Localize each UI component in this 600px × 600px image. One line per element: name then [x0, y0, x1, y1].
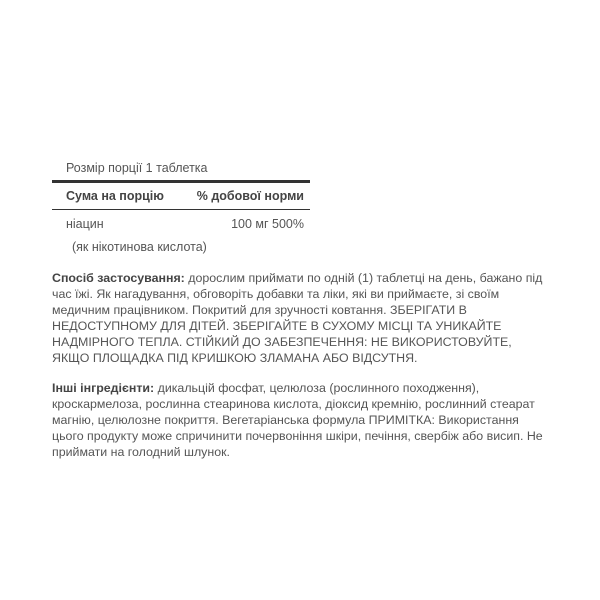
nutrient-source-note: (як нікотинова кислота)	[72, 240, 207, 254]
usage-section	[52, 270, 552, 366]
usage-label: Спосіб застосування:	[52, 271, 185, 285]
nutrient-row	[52, 210, 310, 238]
facts-header-row	[52, 183, 310, 209]
supplement-facts-table	[52, 158, 310, 256]
nutrient-amount: 100 мг 500%	[231, 217, 304, 231]
nutrient-name: ніацин	[66, 217, 104, 231]
amount-per-serving-header: Сума на порцію	[66, 189, 164, 203]
daily-value-header: % добової норми	[196, 189, 304, 203]
ingredients-text: дикальцій фосфат, целюлоза (рослинного походження), кроскармелоза, рослинна стеаринова кислота, діоксид кремнію, рослинний стеарат магнію, целюлозне покриття. Вегетаріанська формула ПРИМІТКА: Використання цього продукту може спричинити почервоніння шкіри, печіння, свербіж або висип. Не приймати на голодний шлунок.	[52, 381, 543, 459]
serving-size: Розмір порції 1 таблетка	[66, 161, 208, 175]
other-ingredients-section	[52, 380, 552, 460]
usage-text: дорослим приймати по одній (1) таблетці на день, бажано під час їжі. Як нагадування, обговоріть добавки та ліки, які ви приймаєте, зі своїм медичним працівником. Покритий для зручності ковтання. ЗБЕРІГАТИ В НЕДОСТУПНОМУ ДЛЯ ДІТЕЙ. ЗБЕРІГАЙТЕ В СУХОМУ МІСЦІ ТА УНИКАЙТЕ НАДМІРНОГО ТЕПЛА. СТІЙКИЙ ДО ЗАБЕЗПЕЧЕННЯ: НЕ ВИКОРИСТОВУЙТЕ, ЯКЩО ПЛОЩАДКА ПІД КРИШКОЮ ЗЛАМАНА АБО ВІДСУТНЯ.	[52, 271, 543, 365]
ingredients-label: Інші інгредієнти:	[52, 381, 155, 395]
